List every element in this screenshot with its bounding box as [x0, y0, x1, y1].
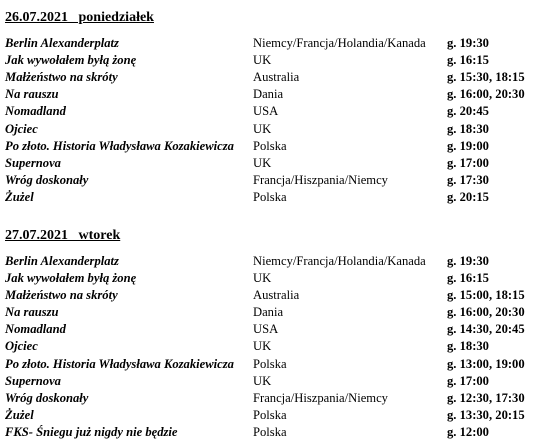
- showtimes: g. 16:00, 20:30: [447, 87, 525, 102]
- showtimes: g. 17:00: [447, 373, 489, 388]
- schedule-table: [5, 35, 545, 206]
- showtimes: g. 19:30: [447, 253, 489, 268]
- table-row: [5, 120, 545, 137]
- showtimes: g. 19:30: [447, 36, 489, 51]
- movie-title: Ojciec: [5, 339, 38, 354]
- showtimes: g. 15:00, 18:15: [447, 288, 525, 303]
- showtimes: g. 14:30, 20:45: [447, 322, 525, 337]
- schedule-document: [5, 0, 545, 441]
- movie-title: Małżeństwo na skróty: [5, 70, 118, 85]
- movie-title: Żużel: [5, 407, 34, 422]
- movie-title: Po złoto. Historia Władysława Kozakiewicza: [5, 138, 234, 153]
- showtimes: g. 17:30: [447, 172, 489, 187]
- showtimes: g. 13:00, 19:00: [447, 356, 525, 371]
- movie-country: UK: [253, 155, 272, 170]
- movie-title: Jak wywołałem byłą żonę: [5, 271, 137, 286]
- table-row: [5, 52, 545, 69]
- showtimes: g. 19:00: [447, 138, 489, 153]
- movie-country: Polska: [253, 138, 287, 153]
- table-row: [5, 69, 545, 86]
- movie-title: Jak wywołałem byłą żonę: [5, 53, 137, 68]
- table-row: [5, 189, 545, 206]
- movie-title: Nomadland: [5, 322, 66, 337]
- showtimes: g. 13:30, 20:15: [447, 407, 525, 422]
- table-row: [5, 407, 545, 424]
- movie-country: Polska: [253, 356, 287, 371]
- table-row: [5, 304, 545, 321]
- movie-country: USA: [253, 322, 279, 337]
- movie-title: Supernova: [5, 155, 61, 170]
- schedule-table: [5, 253, 545, 441]
- movie-country: Francja/Hiszpania/Niemcy: [253, 390, 388, 405]
- table-row: [5, 287, 545, 304]
- movie-title: Na rauszu: [5, 87, 59, 102]
- table-row: [5, 390, 545, 407]
- showtimes: g. 17:00: [447, 155, 489, 170]
- movie-title: Ojciec: [5, 121, 38, 136]
- table-row: [5, 172, 545, 189]
- showtimes: g. 20:45: [447, 104, 489, 119]
- movie-title: Berlin Alexanderplatz: [5, 36, 119, 51]
- table-row: [5, 338, 545, 355]
- movie-country: Francja/Hiszpania/Niemcy: [253, 172, 388, 187]
- movie-title: Na rauszu: [5, 305, 59, 320]
- movie-title: Żużel: [5, 189, 34, 204]
- table-row: [5, 155, 545, 172]
- table-row: [5, 103, 545, 120]
- table-row: [5, 373, 545, 390]
- showtimes: g. 18:30: [447, 121, 489, 136]
- movie-country: Niemcy/Francja/Holandia/Kanada: [253, 253, 426, 268]
- movie-country: UK: [253, 373, 272, 388]
- movie-title: Po złoto. Historia Władysława Kozakiewicza: [5, 356, 234, 371]
- showtimes: g. 16:00, 20:30: [447, 305, 525, 320]
- movie-title: Supernova: [5, 373, 61, 388]
- showtimes: g. 12:30, 17:30: [447, 390, 525, 405]
- movie-country: Polska: [253, 407, 287, 422]
- day-header: 26.07.2021 poniedziałek: [5, 10, 154, 25]
- movie-title: Małżeństwo na skróty: [5, 288, 118, 303]
- movie-title: Nomadland: [5, 104, 66, 119]
- movie-country: Australia: [253, 70, 300, 85]
- day-header: 27.07.2021 wtorek: [5, 227, 121, 243]
- movie-country: UK: [253, 271, 272, 286]
- movie-country: USA: [253, 104, 279, 119]
- table-row: [5, 86, 545, 103]
- showtimes: g. 12:00: [447, 424, 489, 439]
- movie-title: Wróg doskonały: [5, 172, 89, 187]
- table-row: [5, 35, 545, 52]
- movie-title: Berlin Alexanderplatz: [5, 253, 119, 268]
- showtimes: g. 16:15: [447, 271, 489, 286]
- movie-country: Australia: [253, 288, 300, 303]
- table-row: [5, 424, 545, 441]
- movie-country: Niemcy/Francja/Holandia/Kanada: [253, 36, 426, 51]
- movie-country: Dania: [253, 87, 284, 102]
- movie-title: Wróg doskonały: [5, 390, 89, 405]
- movie-country: Polska: [253, 189, 287, 204]
- showtimes: g. 20:15: [447, 189, 489, 204]
- table-row: [5, 356, 545, 373]
- table-row: [5, 270, 545, 287]
- movie-country: UK: [253, 53, 272, 68]
- table-row: [5, 253, 545, 270]
- movie-country: UK: [253, 121, 272, 136]
- table-row: [5, 138, 545, 155]
- movie-country: Polska: [253, 424, 287, 439]
- table-row: [5, 321, 545, 338]
- movie-country: Dania: [253, 305, 284, 320]
- movie-title: FKS- Śniegu już nigdy nie będzie: [5, 424, 178, 439]
- movie-country: UK: [253, 339, 272, 354]
- showtimes: g. 18:30: [447, 339, 489, 354]
- showtimes: g. 15:30, 18:15: [447, 70, 525, 85]
- showtimes: g. 16:15: [447, 53, 489, 68]
